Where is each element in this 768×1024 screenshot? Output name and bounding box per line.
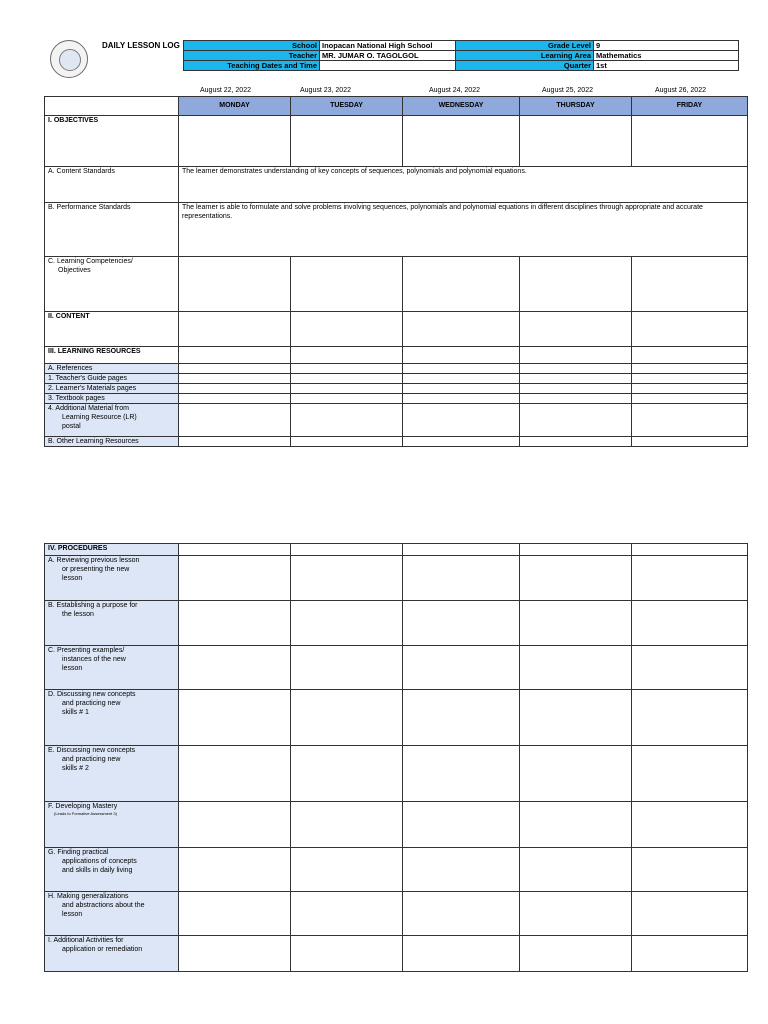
procedure-g-mon[interactable] <box>179 848 291 892</box>
procedure-f-row <box>45 802 748 848</box>
procedure-b-fri[interactable] <box>632 601 748 646</box>
content-cell-tue[interactable] <box>291 312 403 347</box>
day-tuesday: TUESDAY <box>291 97 403 116</box>
procedure-a-mon[interactable] <box>179 556 291 601</box>
procedure-i-mon[interactable] <box>179 936 291 972</box>
other-resources-row <box>45 437 748 447</box>
procedure-a-thu[interactable] <box>520 556 632 601</box>
procedure-f-wed[interactable] <box>403 802 520 848</box>
procedure-d-thu[interactable] <box>520 690 632 746</box>
quarter-value: 1st <box>594 61 739 71</box>
procedure-b-mon[interactable] <box>179 601 291 646</box>
textbook-pages-label: 3. Textbook pages <box>45 394 179 404</box>
procedure-g-row <box>45 848 748 892</box>
document-title: DAILY LESSON LOG <box>102 41 180 50</box>
procedure-d-row <box>45 690 748 746</box>
procedure-f-tue[interactable] <box>291 802 403 848</box>
procedure-i-row <box>45 936 748 972</box>
performance-standards-text: The learner is able to formulate and solve problems involving sequences, polynomials and polynomial equations in different disciplines through appropriate and accurate representations. <box>179 203 748 257</box>
day-header-blank <box>45 97 179 116</box>
content-label: II. CONTENT <box>45 312 179 347</box>
objectives-cell-fri[interactable] <box>632 116 748 167</box>
school-value: Inopacan National High School <box>320 41 456 51</box>
tg-pages-row <box>45 374 748 384</box>
objectives-row <box>45 116 748 167</box>
day-header-row <box>45 97 748 116</box>
date-tuesday: August 23, 2022 <box>300 87 351 94</box>
procedure-e-fri[interactable] <box>632 746 748 802</box>
procedure-c-label: C. Presenting examples/ instances of the new lesson <box>45 646 179 690</box>
date-wednesday: August 24, 2022 <box>429 87 480 94</box>
header-row-dates <box>184 61 739 71</box>
tg-pages-label: 1. Teacher's Guide pages <box>45 374 179 384</box>
learning-resources-row <box>45 347 748 364</box>
lm-pages-row <box>45 384 748 394</box>
lesson-log-table <box>44 96 748 447</box>
content-standards-text: The learner demonstrates understanding of key concepts of sequences, polynomials and polynomial equations. <box>179 167 748 203</box>
day-wednesday: WEDNESDAY <box>403 97 520 116</box>
objectives-cell-wed[interactable] <box>403 116 520 167</box>
objectives-cell-thu[interactable] <box>520 116 632 167</box>
content-standards-row <box>45 167 748 203</box>
competencies-cell-wed[interactable] <box>403 257 520 312</box>
procedure-b-row <box>45 601 748 646</box>
procedure-h-label: H. Making generalizations and abstractions about the lesson <box>45 892 179 936</box>
procedure-g-wed[interactable] <box>403 848 520 892</box>
procedure-c-tue[interactable] <box>291 646 403 690</box>
procedure-c-thu[interactable] <box>520 646 632 690</box>
learning-area-value: Mathematics <box>594 51 739 61</box>
content-cell-fri[interactable] <box>632 312 748 347</box>
learning-area-label: Learning Area <box>456 51 594 61</box>
content-standards-label: A. Content Standards <box>45 167 179 203</box>
date-thursday: August 25, 2022 <box>542 87 593 94</box>
procedure-a-label: A. Reviewing previous lesson or presenting the new lesson <box>45 556 179 601</box>
procedure-e-row <box>45 746 748 802</box>
procedure-d-tue[interactable] <box>291 690 403 746</box>
header-info-table <box>183 40 739 71</box>
references-row <box>45 364 748 374</box>
day-monday: MONDAY <box>179 97 291 116</box>
procedures-title: IV. PROCEDURES <box>45 544 179 556</box>
seal-inner-icon <box>59 49 81 71</box>
textbook-pages-row <box>45 394 748 404</box>
procedure-a-wed[interactable] <box>403 556 520 601</box>
procedure-a-tue[interactable] <box>291 556 403 601</box>
date-friday: August 26, 2022 <box>655 87 706 94</box>
procedure-f-thu[interactable] <box>520 802 632 848</box>
procedure-i-tue[interactable] <box>291 936 403 972</box>
teaching-dates-value <box>320 61 456 71</box>
performance-standards-label: B. Performance Standards <box>45 203 179 257</box>
grade-level-value: 9 <box>594 41 739 51</box>
procedure-b-wed[interactable] <box>403 601 520 646</box>
school-label: School <box>184 41 320 51</box>
performance-standards-row <box>45 203 748 257</box>
procedure-g-thu[interactable] <box>520 848 632 892</box>
day-friday: FRIDAY <box>632 97 748 116</box>
procedure-c-row <box>45 646 748 690</box>
header-row-school <box>184 41 739 51</box>
competencies-cell-thu[interactable] <box>520 257 632 312</box>
procedure-e-thu[interactable] <box>520 746 632 802</box>
header-row-teacher <box>184 51 739 61</box>
procedure-e-mon[interactable] <box>179 746 291 802</box>
procedure-f-fri[interactable] <box>632 802 748 848</box>
procedure-c-fri[interactable] <box>632 646 748 690</box>
content-cell-mon[interactable] <box>179 312 291 347</box>
procedure-g-label: G. Finding practical applications of concepts and skills in daily living <box>45 848 179 892</box>
procedure-i-label: I. Additional Activities for application or remediation <box>45 936 179 972</box>
procedure-f-note: (Leads to Formative Assessment 3) <box>54 811 117 816</box>
content-row <box>45 312 748 347</box>
competencies-cell-fri[interactable] <box>632 257 748 312</box>
procedure-i-wed[interactable] <box>403 936 520 972</box>
procedure-a-row <box>45 556 748 601</box>
procedure-f-label: F. Developing Mastery (Leads to Formative Assessment 3) <box>45 802 179 848</box>
procedure-h-thu[interactable] <box>520 892 632 936</box>
procedure-h-wed[interactable] <box>403 892 520 936</box>
lm-pages-label: 2. Learner's Materials pages <box>45 384 179 394</box>
procedure-h-row <box>45 892 748 936</box>
procedure-b-tue[interactable] <box>291 601 403 646</box>
procedure-d-fri[interactable] <box>632 690 748 746</box>
procedure-e-wed[interactable] <box>403 746 520 802</box>
procedure-d-label: D. Discussing new concepts and practicing new skills # 1 <box>45 690 179 746</box>
procedure-h-fri[interactable] <box>632 892 748 936</box>
competencies-label: C. Learning Competencies/ Objectives <box>45 257 179 312</box>
content-cell-wed[interactable] <box>403 312 520 347</box>
procedure-g-fri[interactable] <box>632 848 748 892</box>
procedure-b-thu[interactable] <box>520 601 632 646</box>
learning-resources-label: III. LEARNING RESOURCES <box>45 347 179 364</box>
teaching-dates-label: Teaching Dates and Time <box>184 61 320 71</box>
date-monday: August 22, 2022 <box>200 87 251 94</box>
deped-seal-icon <box>50 40 88 78</box>
competencies-cell-tue[interactable] <box>291 257 403 312</box>
quarter-label: Quarter <box>456 61 594 71</box>
procedure-i-thu[interactable] <box>520 936 632 972</box>
procedure-g-tue[interactable] <box>291 848 403 892</box>
other-resources-label: B. Other Learning Resources <box>45 437 179 447</box>
procedure-d-mon[interactable] <box>179 690 291 746</box>
references-label: A. References <box>45 364 179 374</box>
objectives-label: I. OBJECTIVES <box>45 116 179 167</box>
teacher-value: MR. JUMAR O. TAGOLGOL <box>320 51 456 61</box>
objectives-cell-tue[interactable] <box>291 116 403 167</box>
procedure-h-mon[interactable] <box>179 892 291 936</box>
procedure-e-label: E. Discussing new concepts and practicing new skills # 2 <box>45 746 179 802</box>
additional-material-row <box>45 404 748 437</box>
objectives-cell-mon[interactable] <box>179 116 291 167</box>
procedure-c-wed[interactable] <box>403 646 520 690</box>
procedure-e-tue[interactable] <box>291 746 403 802</box>
additional-material-label: 4. Additional Material from Learning Resource (LR) postal <box>45 404 179 437</box>
procedure-b-label: B. Establishing a purpose for the lesson <box>45 601 179 646</box>
procedure-f-mon[interactable] <box>179 802 291 848</box>
procedures-title-row <box>45 544 748 556</box>
procedure-a-fri[interactable] <box>632 556 748 601</box>
teacher-label: Teacher <box>184 51 320 61</box>
procedures-table <box>44 543 748 972</box>
procedure-i-fri[interactable] <box>632 936 748 972</box>
procedure-h-tue[interactable] <box>291 892 403 936</box>
day-thursday: THURSDAY <box>520 97 632 116</box>
procedure-c-mon[interactable] <box>179 646 291 690</box>
grade-level-label: Grade Level <box>456 41 594 51</box>
procedure-d-wed[interactable] <box>403 690 520 746</box>
content-cell-thu[interactable] <box>520 312 632 347</box>
competencies-cell-mon[interactable] <box>179 257 291 312</box>
competencies-row <box>45 257 748 312</box>
